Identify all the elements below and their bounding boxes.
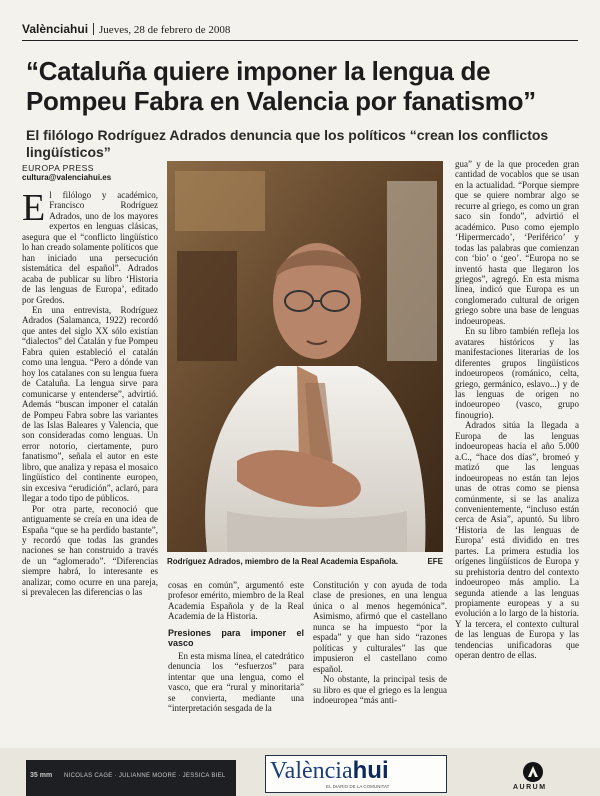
masthead (22, 22, 578, 41)
article-paragraph: No obstante, la principal tesis de su libro es que el griego es la lengua indoeuropea “más anti- (313, 674, 447, 705)
article-headline: “Cataluña quiere imponer la lengua de Pompeu Fabra en Valencia por fanatismo” (26, 56, 536, 116)
masthead-divider (93, 23, 94, 35)
logo-word-bold: hui (352, 757, 389, 784)
drop-cap: E (22, 187, 46, 229)
article-paragraph: Constitución y con ayuda de toda clase de presiones, en una lengua única o al menos hegemónica”. Asimismo, afirmó que el castellano nunca se ha impuesto “por la espada” y que han sido “razones políticas y culturales” las que impusieron el castellano como español. (313, 580, 447, 674)
article-column-1 (22, 187, 158, 598)
article-subhead: El filólogo Rodríguez Adrados denuncia que los políticos “crean los conflictos lingüísticos” (26, 127, 549, 160)
article-paragraph: En una entrevista, Rodríguez Adrados (Salamanca, 1922) recordó que antes del siglo XX sólo existían “dialectos” del Catalán y fue Pompeu Fabra quien estableció el catalán como una lengua. “Pero a dónde van hoy los catalanes con su lengua fuera de Cataluña. La lengua sirve para comunicarse y entenderse”, advirtió. Además “buscan imponer el catalán de Pompeu Fabra sobre las variantes de las Islas Baleares y Valencia, que son consideradas como lenguas. Un error notorio, ciertamente, puro fanatismo”, señala el autor en este libro, que analiza y repasa el mosaico lingüístico del continente europeo, sin excesiva “erudición”, aclaró, para llegar a todo tipo de públicos. (22, 304, 158, 504)
logo-word: València (270, 758, 353, 784)
portrait-photo (167, 161, 443, 552)
byline-email: cultura@valenciahui.es (22, 173, 112, 182)
logo-tagline: EL DIARIO DE LA COMUNITAT (326, 784, 390, 789)
movie-ad[interactable] (26, 760, 236, 796)
ad-cast-names: NICOLAS CAGE · JULIANNE MOORE · JESSICA BIEL (64, 773, 226, 779)
paragraph-text: l filólogo y académico, Francisco Rodríguez Adrados, uno de los mayores expertos en lenguas clásicas, asegura que el “conflicto lingüístico lo han creado solamente políticos que han iniciado una persecución sistemática del español”. Adrados acaba de publicar su libro ‘Historia de las lenguas de Europa’, editado por Gredos. (22, 190, 158, 305)
article-paragraph: gua” y de la que proceden gran cantidad de vocablos que se usan en la actualidad. “Porque siempre que se quiere nombrar algo se recurre al griego, es como un gran saco sin fondo”, advirtió el académico. Puso como ejemplo ‘Hipermercado’, ‘Periférico’ y todas las palabras que comienzan con ‘bio’ o ‘geo’. “Europa no se inventó hasta que llegaron los griegos”, agregó. En esta misma línea, indicó que Europa es un conglomerado cultural de origen griego sobre una base de lenguas indoeuropeas. (455, 159, 579, 326)
byline (22, 163, 152, 183)
ad-badge: 35 mm (30, 772, 53, 779)
photo-caption (167, 557, 443, 567)
photo-credit: EFE (427, 557, 443, 566)
article-column-4 (455, 159, 579, 661)
article-column-2 (168, 580, 304, 713)
byline-agency: EUROPA PRESS (22, 163, 94, 173)
article-column-3 (313, 580, 447, 705)
article-paragraph: cosas en común”, argumentó este profesor emérito, miembro de la Real Academia Española y de la Real Academia de la Historia. (168, 580, 304, 622)
caption-text: Rodríguez Adrados, miembro de la Real Academia Española. (167, 557, 399, 566)
masthead-brand: Valènciahui (22, 22, 89, 36)
newspaper-logo (270, 757, 389, 785)
article-paragraph: En su libro también refleja los avatares históricos y las manifestaciones literarias de los diferentes grupos lingüísticos indoeuropeos (románico, celta, griego, germánico, eslavo...) y de las lenguas de origen no indoeuropeo (vasco, grupo finougrio). (455, 326, 579, 420)
portrait-illustration (167, 161, 443, 552)
masthead-date: Jueves, 28 de febrero de 2008 (99, 24, 231, 36)
section-subtitle: Presiones para imponer el vasco (168, 627, 304, 649)
aurum-brand: AURUM (513, 784, 547, 791)
article-paragraph (22, 187, 158, 305)
article-paragraph: Adrados sitúa la llegada a Europa de las lenguas indoeuropeas hacia el año 5.000 a.C., “hace dos días”, bromeó y matizó que las lenguas indoeuropeas no están tan lejos unas de otras como se piensa comúnmente, si se las analiza convenientemente, “incluso están cerca de Asia”, apuntó. Su libro ‘Historia de las lenguas de Europa’ está dividido en tres partes. La primera estudia los orígenes lingüísticos de Europa y su prehistoria dentro del contexto indoeuropeo más amplio. La segunda atiende a las lenguas propiamente europeas y a su evolución a lo largo de la historia. Y la tercera, el contexto cultural de las lenguas de Europa y las tendencias unificadoras que operan dentro de ellas. (455, 420, 579, 661)
aurum-logo-icon (523, 762, 543, 782)
article-paragraph: En esta misma línea, el catedrático denuncia los “esfuerzos” para intentar que una lengua, como el vasco, que era “rural y minoritaria” se convierta, mediante una “interpretación sesgada de la (168, 650, 304, 713)
article-paragraph: Por otra parte, reconoció que antiguamente se creía en una idea de España “que se ha perdido bastante”, y recordó que todas las grandes naciones se han construido a través de un “aglomerado”. “Diferencias siempre habrá, lo interesante es analizar, como ocurre en una pareja, si prevalecen las diferencias o las (22, 503, 158, 598)
